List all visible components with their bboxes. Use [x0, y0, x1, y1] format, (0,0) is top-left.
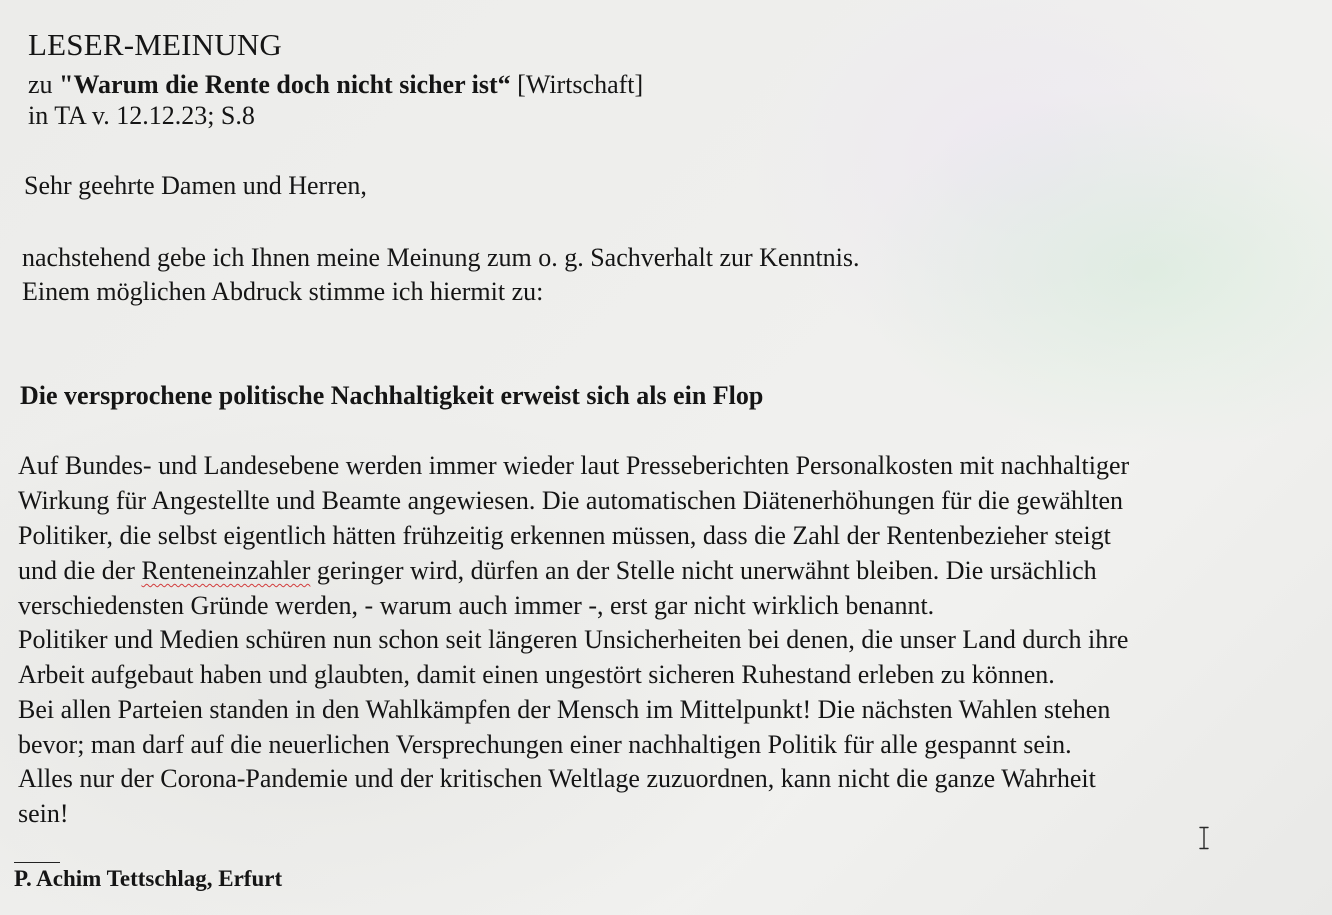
body-line: sein!: [18, 799, 69, 828]
reference-prefix: zu: [28, 70, 53, 99]
signature-rule: [14, 862, 60, 863]
publication-info: in TA v. 12.12.23; S.8: [28, 101, 255, 130]
intro-line: Einem möglichen Abdruck stimme ich hiermit zu:: [22, 277, 544, 306]
body-line: Alles nur der Corona-Pandemie und der kritischen Weltlage zuzuordnen, kann nicht die ganze Wahrheit: [18, 764, 1096, 793]
article-section: [Wirtschaft]: [517, 70, 644, 99]
article-title: "Warum die Rente doch nicht sicher ist“: [59, 70, 511, 99]
body-text-segment: und die der: [18, 556, 142, 585]
body-line: verschiedensten Gründe werden, - warum auch immer -, erst gar nicht wirklich benannt.: [18, 591, 935, 620]
body-line: Politiker, die selbst eigentlich hätten frühzeitig erkennen müssen, dass die Zahl der Rentenbezieher steigt: [18, 521, 1111, 550]
letter-headline: Die versprochene politische Nachhaltigkeit erweist sich als ein Flop: [20, 381, 764, 410]
body-line: Bei allen Parteien standen in den Wahlkämpfen der Mensch im Mittelpunkt! Die nächsten Wahlen stehen: [18, 695, 1111, 724]
spellcheck-flagged-word[interactable]: Renteneinzahler: [141, 556, 311, 585]
body-text-segment: geringer wird, dürfen an der Stelle nicht unerwähnt bleiben. Die ursächlich: [310, 556, 1097, 585]
intro-line: nachstehend gebe ich Ihnen meine Meinung zum o. g. Sachverhalt zur Kenntnis.: [22, 243, 860, 272]
salutation: Sehr geehrte Damen und Herren,: [24, 171, 367, 200]
body-line: Arbeit aufgebaut haben und glaubten, damit einen ungestört sicheren Ruhestand erleben zu können.: [18, 660, 1055, 689]
body-line: bevor; man darf auf die neuerlichen Versprechungen einer nachhaltigen Politik für alle gespannt sein.: [18, 730, 1072, 759]
body-line: Wirkung für Angestellte und Beamte angewiesen. Die automatischen Diätenerhöhungen für die gewählten: [18, 486, 1124, 515]
body-line: Politiker und Medien schüren nun schon seit längeren Unsicherheiten bei denen, die unser Land durch ihre: [18, 625, 1129, 654]
signature: P. Achim Tettschlag, Erfurt: [14, 866, 283, 891]
body-line: Auf Bundes- und Landesebene werden immer wieder laut Presseberichten Personalkosten mit nachhaltiger: [18, 451, 1130, 480]
article-reference: [28, 70, 643, 100]
body-line: [18, 556, 1097, 586]
letter-header-title: LESER-MEINUNG: [28, 27, 283, 62]
i-beam-cursor-icon: [1197, 826, 1211, 850]
